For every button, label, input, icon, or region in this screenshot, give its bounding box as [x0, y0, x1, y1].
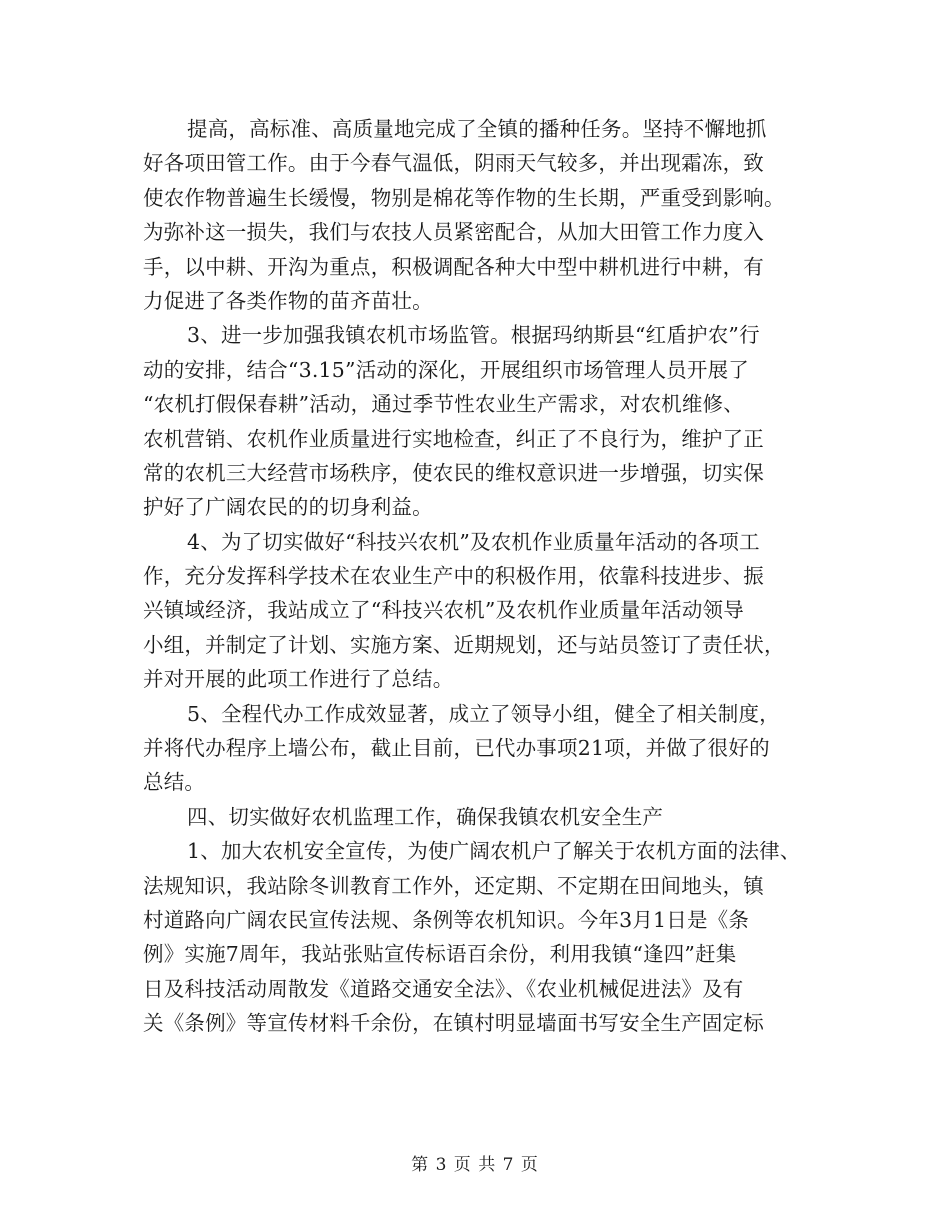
- text-line: 日及科技活动周散发《道路交通安全法》、《农业机械促进法》及有: [143, 976, 744, 1001]
- text-line: 农机营销、农机作业质量进行实地检查，纠正了不良行为，维护了正: [143, 426, 764, 451]
- page-footer: 第 3 页 共 7 页: [411, 1155, 539, 1175]
- text-line: 手，以中耕、开沟为重点，积极调配各种大中型中耕机进行中耕，有: [143, 254, 764, 279]
- text-line: 护好了广阔农民的的切身利益。: [143, 495, 433, 520]
- text-line: 并将代办程序上墙公布，截止目前，已代办事项21项，并做了很好的: [143, 736, 770, 761]
- text-line: 力促进了各类作物的苗齐苗壮。: [143, 288, 433, 313]
- text-line: 兴镇域经济，我站成立了“科技兴农机”及农机作业质量年活动领导: [143, 598, 744, 623]
- text-line: 使农作物普遍生长缓慢，物别是棉花等作物的生长期，严重受到影响。: [143, 185, 785, 210]
- text-line: 作，充分发挥科学技术在农业生产中的积极作用，依靠科技进步、振: [143, 564, 764, 589]
- text-line: 3、进一步加强我镇农机市场监管。根据玛纳斯县“红盾护农”行: [187, 323, 760, 348]
- text-line: 小组，并制定了计划、实施方案、近期规划，还与站员签订了责任状，: [143, 632, 785, 657]
- text-line: 1、加大农机安全宣传，为使广阔农机户了解关于农机方面的法律、: [187, 839, 801, 864]
- text-line: 5、全程代办工作成效显著，成立了领导小组，健全了相关制度，: [187, 701, 780, 726]
- text-line: 村道路向广阔农民宣传法规、条例等农机知识。今年3月1日是《条: [143, 907, 750, 932]
- text-line: 常的农机三大经营市场秩序，使农民的维权意识进一步增强，切实保: [143, 460, 764, 485]
- text-line: 为弥补这一损失，我们与农技人员紧密配合，从加大田管工作力度入: [143, 220, 764, 245]
- text-line: 例》实施7周年，我站张贴宣传标语百余份，利用我镇“逢四”赶集: [143, 942, 737, 967]
- document-body: [143, 112, 819, 1041]
- text-line: 提高，高标准、高质量地完成了全镇的播种任务。坚持不懈地抓: [187, 117, 767, 141]
- text-line: 动的安排，结合“3.15”活动的深化，开展组织市场管理人员开展了: [143, 357, 750, 382]
- text-line: 并对开展的此项工作进行了总结。: [143, 667, 454, 692]
- text-line: 好各项田管工作。由于今春气温低，阴雨天气较多，并出现霜冻，致: [143, 151, 764, 176]
- text-line: “农机打假保春耕”活动，通过季节性农业生产需求，对农机维修、: [143, 392, 744, 417]
- text-line: 4、为了切实做好“科技兴农机”及农机作业质量年活动的各项工: [187, 529, 760, 554]
- text-line: 总结。: [143, 770, 206, 795]
- text-line: 四、切实做好农机监理工作，确保我镇农机安全生产: [187, 804, 664, 829]
- text-line: 法规知识，我站除冬训教育工作外，还定期、不定期在田间地头，镇: [143, 873, 764, 898]
- text-line: 关《条例》等宣传材料千余份，在镇村明显墙面书写安全生产固定标: [143, 1011, 764, 1036]
